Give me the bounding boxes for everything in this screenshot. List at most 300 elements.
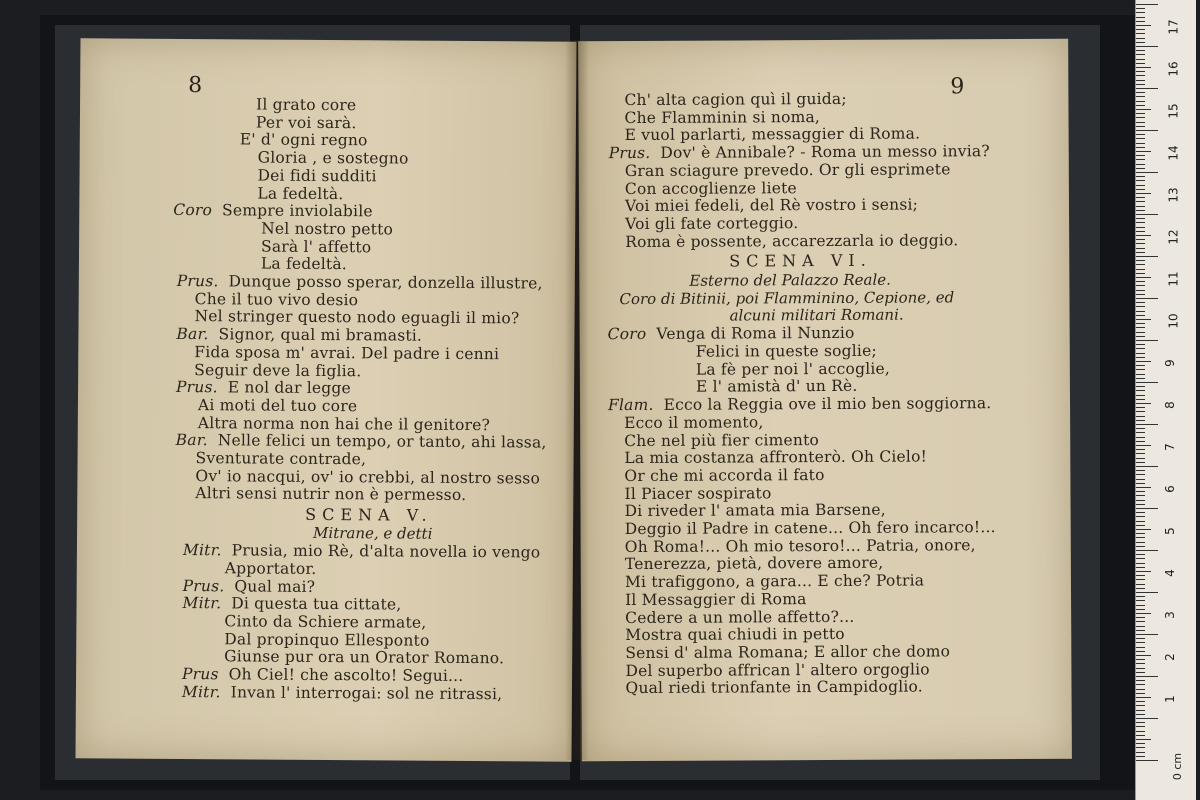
speaker-label: Prus	[182, 665, 219, 684]
ruler-tick	[1136, 84, 1145, 85]
ruler-tick	[1136, 155, 1145, 156]
ruler-tick	[1136, 222, 1145, 223]
ruler-number: 10	[1166, 313, 1181, 329]
ruler-tick	[1136, 256, 1158, 257]
verse-text: Dei fidi sudditi	[257, 166, 377, 186]
ruler-tick	[1136, 655, 1151, 656]
ruler-tick	[1136, 735, 1145, 736]
ruler-tick	[1136, 731, 1145, 732]
verse-text: Per voi sarà.	[255, 113, 357, 132]
ruler-tick	[1136, 239, 1145, 240]
verse-line	[624, 90, 846, 109]
ruler-tick	[1136, 390, 1145, 391]
ruler-tick	[1136, 348, 1145, 349]
ruler-tick	[1136, 33, 1145, 34]
ruler-tick	[1136, 722, 1145, 723]
verse-text: La fè per noi l' accoglie,	[695, 359, 891, 379]
ruler-tick	[1136, 311, 1145, 312]
verse-text: Invan l' interrogai: sol ne ritrassi,	[230, 683, 503, 703]
verse-line	[183, 594, 402, 614]
ruler-tick	[1136, 487, 1151, 488]
verse-line	[240, 131, 368, 150]
ruler-tick	[1136, 361, 1151, 362]
ruler-tick	[1136, 525, 1145, 526]
verse-text: Nel stringer questo nodo eguagli il mio?	[194, 307, 520, 328]
verse-text: Ecco il momento,	[624, 413, 764, 432]
scene-heading: SCENA V.	[305, 504, 433, 525]
ruler-tick	[1136, 382, 1158, 383]
ruler-tick	[1136, 458, 1145, 459]
verse-text: Apportator.	[224, 559, 317, 578]
verse-text: Deggio il Padre in catene... Oh fero incarco!...	[624, 518, 996, 539]
ruler-tick	[1136, 684, 1145, 685]
verse-line	[609, 142, 990, 162]
verse-line	[625, 196, 918, 216]
ruler-tick	[1136, 651, 1145, 652]
ruler-tick	[1136, 96, 1145, 97]
ruler-tick	[1136, 495, 1145, 496]
ruler-tick	[1136, 634, 1158, 635]
ruler-tick	[1136, 281, 1145, 282]
ruler-tick	[1136, 693, 1145, 694]
ruler-tick	[1136, 554, 1145, 555]
verse-line	[625, 536, 976, 556]
ruler-tick	[1136, 42, 1145, 43]
verse-line	[196, 449, 367, 468]
ruler-tick	[1136, 420, 1145, 421]
ruler-tick	[1136, 290, 1145, 291]
ruler-tick	[1136, 4, 1158, 5]
ruler-tick	[1136, 248, 1145, 249]
ruler-tick	[1136, 399, 1145, 400]
verse-text: Voi miei fedeli, del Rè vostro i sensi;	[624, 195, 919, 216]
verse-text: Cedere a un molle affetto?...	[625, 607, 855, 627]
verse-text: Sempre inviolabile	[221, 201, 373, 221]
ruler-tick	[1136, 109, 1151, 110]
ruler-tick	[1136, 483, 1145, 484]
measuring-ruler	[1135, 0, 1196, 800]
verse-line	[625, 125, 921, 145]
verse-text: Il grato core	[255, 95, 357, 115]
ruler-tick	[1136, 386, 1145, 387]
ruler-tick	[1136, 542, 1145, 543]
verse-text: Dov' è Annibale? - Roma un messo invia?	[660, 142, 990, 162]
ruler-tick	[1136, 416, 1145, 417]
ruler-tick	[1136, 584, 1145, 585]
ruler-tick	[1136, 269, 1145, 270]
stage-direction: Mitrane, e detti	[313, 524, 433, 543]
verse-text: La fedeltà.	[257, 184, 344, 203]
verse-line	[625, 214, 798, 233]
ruler-number: 15	[1166, 103, 1181, 119]
verse-line	[625, 642, 950, 662]
speaker-label: Mitr.	[182, 594, 222, 613]
verse-text: Con accoglienze liete	[624, 178, 797, 198]
ruler-tick	[1136, 357, 1145, 358]
ruler-tick	[1136, 411, 1145, 412]
ruler-tick	[1136, 395, 1145, 396]
verse-text: Roma è possente, accarezzarla io deggio.	[625, 230, 959, 251]
verse-line	[625, 678, 922, 698]
speaker-label: Prus.	[182, 576, 225, 595]
verse-line	[195, 484, 466, 504]
speaker-label: Bar.	[175, 431, 208, 450]
ruler-tick	[1136, 327, 1145, 328]
stage-direction: Coro di Bitinii, poi Flamminino, Cepione, ed	[619, 288, 955, 309]
ruler-tick	[1136, 500, 1145, 501]
ruler-tick	[1136, 617, 1145, 618]
ruler-tick	[1136, 180, 1145, 181]
verse-line	[176, 325, 422, 345]
ruler-tick	[1136, 479, 1145, 480]
ruler-tick	[1136, 638, 1145, 639]
ruler-tick	[1136, 323, 1145, 324]
verse-line	[696, 377, 858, 396]
verse-text: Ov' io nacqui, ov' io crebbi, al nostro sesso	[195, 466, 541, 488]
ruler-tick	[1136, 546, 1145, 547]
verse-line	[224, 648, 504, 668]
speaker-label: Mitr.	[182, 541, 222, 560]
ruler-tick	[1136, 218, 1145, 219]
ruler-tick	[1136, 470, 1145, 471]
ruler-tick	[1136, 743, 1145, 744]
ruler-tick	[1136, 197, 1145, 198]
verse-line	[173, 201, 373, 220]
verse-text: Mi trafiggono, a gara... E che? Potria	[624, 571, 925, 592]
ruler-tick	[1136, 260, 1145, 261]
ruler-tick	[1136, 508, 1158, 509]
ruler-tick	[1136, 117, 1145, 118]
verse-text: Ch' alta cagion quì il guida;	[624, 89, 847, 110]
ruler-tick	[1136, 600, 1145, 601]
verse-line	[625, 590, 807, 609]
ruler-tick	[1136, 689, 1145, 690]
ruler-number: 11	[1166, 271, 1181, 287]
ruler-tick	[1136, 273, 1145, 274]
ruler-tick	[1136, 571, 1151, 572]
ruler-tick	[1136, 760, 1158, 761]
verse-line	[258, 166, 377, 185]
ruler-tick	[1136, 277, 1151, 278]
verse-line	[608, 394, 991, 414]
ruler-tick	[1136, 701, 1145, 702]
ruler-tick	[1136, 71, 1145, 72]
ruler-tick	[1136, 298, 1158, 299]
ruler-tick	[1136, 441, 1145, 442]
ruler-tick	[1136, 718, 1158, 719]
ruler-tick	[1136, 63, 1145, 64]
book-gutter	[565, 40, 589, 760]
ruler-tick	[1136, 134, 1145, 135]
ruler-tick	[1136, 462, 1145, 463]
verse-text: E l' amistà d' un Rè.	[695, 377, 858, 397]
ruler-tick	[1136, 642, 1145, 643]
ruler-tick	[1136, 474, 1145, 475]
ruler-tick	[1136, 193, 1151, 194]
ruler-tick	[1136, 365, 1145, 366]
ruler-tick	[1136, 630, 1145, 631]
ruler-number: 9	[1162, 359, 1177, 367]
verse-line	[261, 219, 393, 238]
ruler-tick	[1136, 647, 1145, 648]
ruler-tick	[1136, 437, 1145, 438]
ruler-tick	[1136, 122, 1145, 123]
verse-line	[256, 96, 356, 115]
ruler-tick	[1136, 302, 1145, 303]
verse-line	[608, 324, 855, 343]
ruler-tick	[1136, 201, 1145, 202]
ruler-tick	[1136, 25, 1151, 26]
ruler-tick	[1136, 605, 1145, 606]
ruler-tick	[1136, 227, 1145, 228]
ruler-number: 3	[1162, 611, 1177, 619]
verse-text: Prusia, mio Rè, d'alta novella io vengo	[231, 541, 541, 562]
verse-text: Voi gli fate corteggio.	[625, 214, 799, 233]
ruler-tick	[1136, 319, 1151, 320]
ruler-number: 16	[1166, 61, 1181, 77]
ruler-tick	[1136, 491, 1145, 492]
ruler-tick	[1136, 17, 1145, 18]
ruler-tick	[1136, 353, 1145, 354]
verse-text: Dal propinquo Ellesponto	[224, 629, 430, 650]
ruler-tick	[1136, 714, 1145, 715]
ruler-tick	[1136, 668, 1145, 669]
ruler-number: 7	[1162, 443, 1177, 451]
ruler-tick	[1136, 374, 1145, 375]
verse-text: Mostra quai chiudi in petto	[625, 625, 845, 645]
ruler-tick	[1136, 315, 1145, 316]
verse-text: E nol dar legge	[227, 378, 351, 398]
ruler-tick	[1136, 80, 1145, 81]
ruler-tick	[1136, 710, 1145, 711]
ruler-tick	[1136, 130, 1158, 131]
ruler-tick	[1136, 621, 1145, 622]
ruler-tick	[1136, 306, 1145, 307]
stage-direction: alcuni militari Romani.	[729, 305, 904, 325]
ruler-tick	[1136, 264, 1145, 265]
verse-text: Felici in queste soglie;	[695, 341, 877, 361]
verse-text: Fida sposa m' avrai. Del padre i cenni	[194, 342, 500, 364]
ruler-tick	[1136, 466, 1158, 467]
verse-line	[624, 484, 771, 503]
ruler-tick	[1136, 592, 1158, 593]
ruler-tick	[1136, 75, 1145, 76]
ruler-tick	[1136, 378, 1145, 379]
verse-text: Qual mai?	[234, 576, 316, 596]
ruler-tick	[1136, 50, 1145, 51]
ruler-tick	[1136, 575, 1145, 576]
ruler-tick	[1136, 512, 1145, 513]
ruler-tick	[1136, 563, 1145, 564]
ruler-tick	[1136, 231, 1145, 232]
verse-text: Dunque posso sperar, donzella illustre,	[228, 272, 543, 293]
speaker-label: Bar.	[176, 325, 209, 344]
ruler-tick	[1136, 428, 1145, 429]
ruler-tick	[1136, 676, 1158, 677]
verse-text: Signor, qual mi bramasti.	[218, 325, 423, 345]
ruler-tick	[1136, 29, 1145, 30]
verse-line	[625, 501, 886, 520]
ruler-tick	[1136, 588, 1145, 589]
ruler-tick	[1136, 172, 1158, 173]
ruler-number: 4	[1162, 569, 1177, 577]
ruler-tick	[1136, 12, 1145, 13]
speaker-label: Mitr.	[181, 682, 221, 701]
verse-text: Oh Roma!... Oh mio tesoro!... Patria, onore,	[624, 535, 976, 556]
ruler-tick	[1136, 92, 1145, 93]
verse-text: Gloria , e sostegno	[257, 148, 409, 168]
verse-line	[625, 518, 996, 538]
verse-line	[257, 184, 343, 203]
ruler-tick	[1136, 453, 1145, 454]
verse-line	[625, 660, 929, 680]
verse-line	[183, 577, 316, 596]
ruler-tick	[1136, 143, 1145, 144]
ruler-tick	[1136, 579, 1145, 580]
verse-line	[625, 160, 951, 180]
ruler-number: 5	[1162, 527, 1177, 535]
ruler-tick	[1136, 659, 1145, 660]
ruler-tick	[1136, 336, 1145, 337]
ruler-number: 8	[1162, 401, 1177, 409]
verse-text: Altri sensi nutrir non è permesso.	[195, 484, 467, 505]
verse-text: Venga di Roma il Nunzio	[656, 324, 855, 344]
right-page	[578, 39, 1072, 762]
ruler-tick	[1136, 243, 1145, 244]
verse-line	[182, 665, 464, 685]
verse-text: La fedeltà.	[260, 254, 348, 274]
verse-text: La mia costanza affronterò. Oh Cielo!	[624, 447, 928, 468]
verse-line	[182, 683, 502, 703]
ruler-tick	[1136, 550, 1158, 551]
verse-text: Ecco la Reggia ove il mio ben soggiorna.	[663, 394, 992, 414]
ruler-tick	[1136, 609, 1145, 610]
verse-line	[624, 108, 820, 127]
ruler-tick	[1136, 445, 1151, 446]
scene-heading: SCENA VI.	[729, 251, 872, 271]
ruler-tick	[1136, 340, 1158, 341]
ruler-number: 12	[1166, 229, 1181, 245]
ruler-tick	[1136, 726, 1145, 727]
ruler-tick	[1136, 294, 1145, 295]
ruler-tick	[1136, 504, 1145, 505]
verse-text: Altra norma non hai che il genitore?	[197, 413, 491, 434]
ruler-tick	[1136, 21, 1145, 22]
ruler-tick	[1136, 537, 1145, 538]
ruler-tick	[1136, 138, 1145, 139]
left-page	[75, 38, 576, 761]
verse-line	[625, 179, 797, 198]
ruler-number: 13	[1166, 187, 1181, 203]
ruler-tick	[1136, 613, 1151, 614]
verse-text: Nel nostro petto	[261, 219, 394, 239]
ruler-tick	[1136, 558, 1145, 559]
verse-text: Sarà l' affetto	[261, 237, 372, 256]
verse-text: Cinto da Schiere armate,	[224, 612, 427, 632]
verse-line	[625, 572, 924, 592]
ruler-number: 1	[1162, 695, 1177, 703]
ruler-tick	[1136, 189, 1145, 190]
speaker-label: Flam.	[607, 395, 654, 415]
ruler-tick	[1136, 626, 1145, 627]
ruler-tick	[1136, 705, 1145, 706]
ruler-unit-label: 0 cm	[1171, 752, 1185, 781]
verse-text: E vuol parlarti, messaggier di Roma.	[624, 124, 921, 145]
ruler-tick	[1136, 516, 1145, 517]
ruler-tick	[1136, 210, 1145, 211]
verse-text: Sensi d' alma Romana; E allor che domo	[625, 642, 951, 662]
ruler-tick	[1136, 147, 1145, 148]
verse-line	[256, 113, 357, 132]
ruler-tick	[1136, 663, 1145, 664]
ruler-number: 14	[1166, 145, 1181, 161]
verse-line	[194, 361, 361, 380]
ruler-tick	[1136, 206, 1145, 207]
ruler-tick	[1136, 756, 1145, 757]
ruler-tick	[1136, 596, 1145, 597]
speaker-label: Prus.	[176, 378, 218, 397]
ruler-tick	[1136, 214, 1158, 215]
verse-line	[625, 554, 884, 573]
verse-line	[261, 255, 347, 274]
ruler-tick	[1136, 739, 1151, 740]
verse-line	[195, 290, 359, 309]
verse-text: Seguir deve la figlia.	[194, 360, 362, 380]
ruler-tick	[1136, 697, 1151, 698]
ruler-tick	[1136, 332, 1145, 333]
verse-text: Di questa tua cittate,	[231, 594, 402, 614]
ruler-tick	[1136, 8, 1145, 9]
ruler-tick	[1136, 38, 1145, 39]
speaker-label: Coro	[607, 325, 647, 344]
verse-line	[624, 413, 763, 432]
ruler-tick	[1136, 88, 1158, 89]
ruler-tick	[1136, 105, 1145, 106]
verse-line	[696, 342, 877, 361]
ruler-tick	[1136, 529, 1151, 530]
ruler-tick	[1136, 680, 1145, 681]
ruler-tick	[1136, 344, 1145, 345]
speaker-label: Coro	[173, 201, 213, 220]
verse-text: Il Messaggier di Roma	[624, 589, 807, 609]
verse-text: Gran sciagure prevedo. Or gli esprimete	[624, 160, 951, 180]
verse-line	[258, 149, 409, 168]
verse-text: Sventurate contrade,	[195, 449, 367, 469]
ruler-tick	[1136, 424, 1158, 425]
ruler-tick	[1136, 164, 1145, 165]
verse-line	[625, 625, 845, 644]
ruler-tick	[1136, 432, 1145, 433]
verse-text: Oh Ciel! che ascolto! Segui...	[228, 665, 464, 685]
speaker-label: Prus.	[608, 144, 651, 163]
verse-text: Nelle felici un tempo, or tanto, ahi lassa,	[217, 431, 547, 452]
verse-line	[224, 630, 429, 649]
location-note: Esterno del Palazzo Reale.	[689, 270, 891, 291]
ruler-tick	[1136, 521, 1145, 522]
verse-text: Giunse pur ora un Orator Romano.	[224, 647, 505, 668]
verse-line	[625, 231, 958, 251]
ruler-tick	[1136, 168, 1145, 169]
ruler-tick	[1136, 285, 1145, 286]
page-number: 8	[188, 73, 203, 99]
verse-line	[696, 359, 890, 378]
verse-text: Che nel più fier cimento	[624, 430, 820, 450]
ruler-number: 17	[1166, 19, 1181, 35]
ruler-tick	[1136, 672, 1145, 673]
ruler-tick	[1136, 449, 1145, 450]
ruler-tick	[1136, 369, 1145, 370]
ruler-tick	[1136, 151, 1151, 152]
